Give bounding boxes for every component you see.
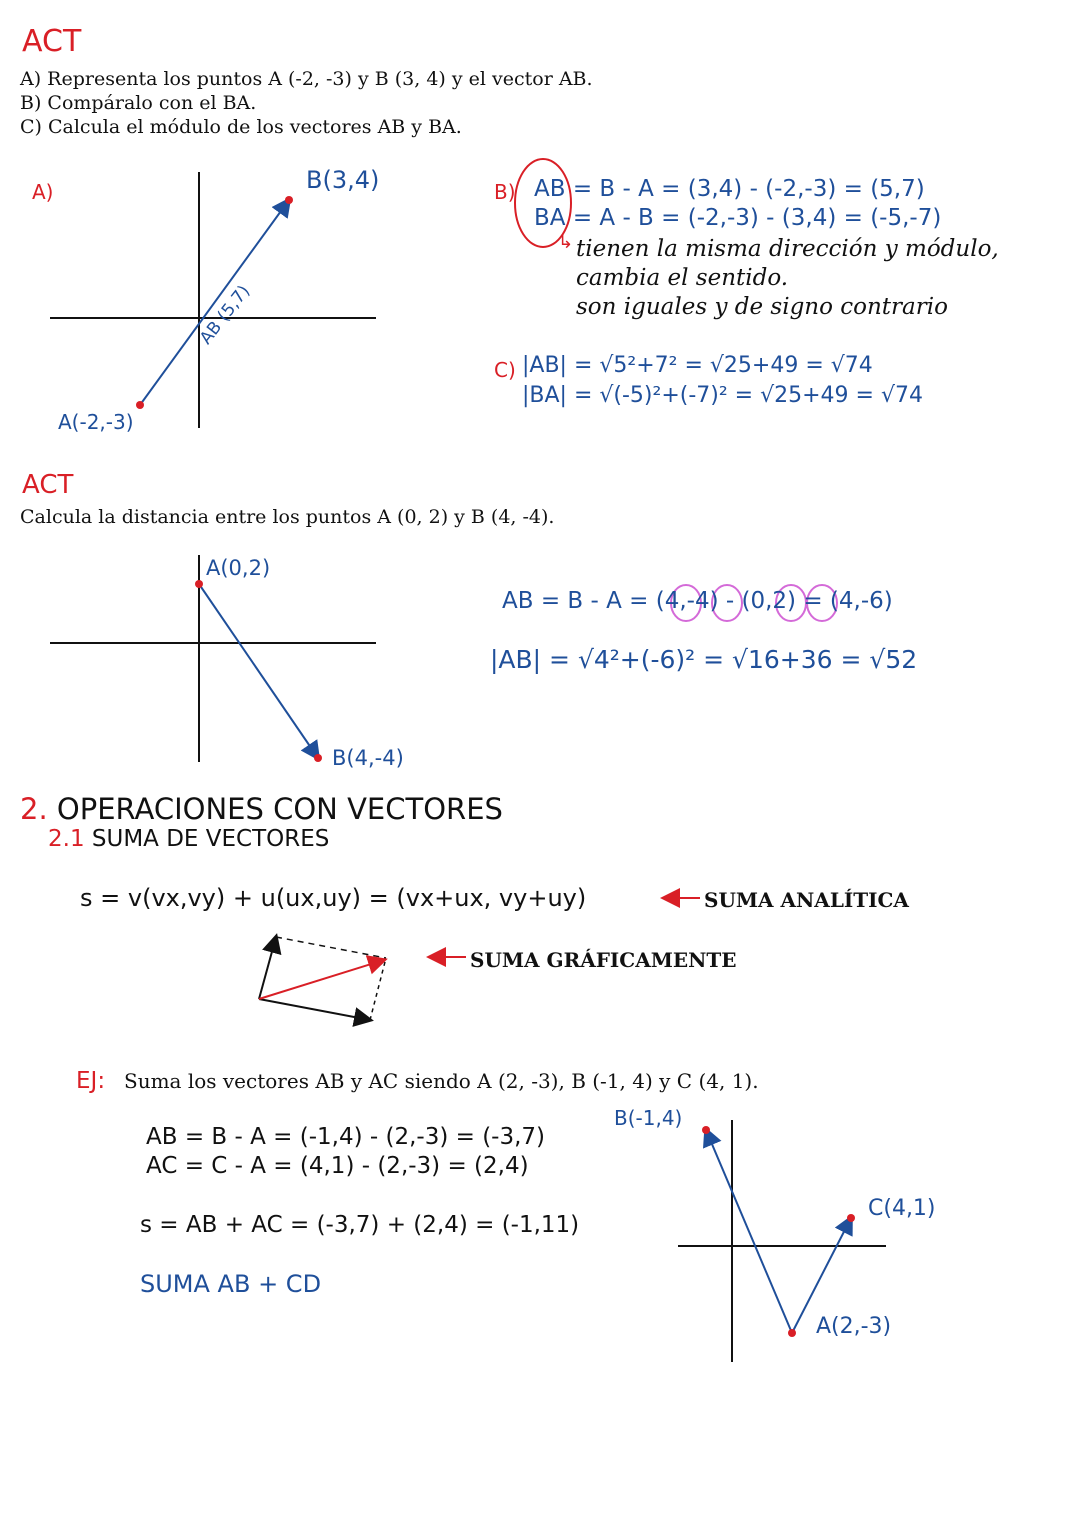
act1-note-arrow: ↳ [558,232,574,253]
act2-vector-ab [199,584,318,758]
act1-instruction-c: C) Calcula el módulo de los vectores AB y BA. [20,116,462,138]
ej-instruction: Suma los vectores AB y AC siendo A (2, -3), B (-1, 4) y C (4, 1). [124,1069,759,1093]
parallelogram-resultant [259,960,384,999]
act1-note-3: son iguales y de signo contrario [576,294,948,320]
ej-point-b-dot [702,1126,710,1134]
parallelogram-v [259,937,276,999]
act1-part-c-label: C) [494,358,516,382]
act2-line-vector: AB = B - A = (4,-4) - (0,2) = (4,-6) [502,588,893,614]
act1-instruction-b: B) Compáralo con el BA. [20,92,257,114]
section-title: OPERACIONES CON VECTORES [56,792,503,826]
act1-point-a-label: A(-2,-3) [58,410,134,434]
subsection-title: SUMA DE VECTORES [91,826,330,852]
sum-formula: s = v(vx,vy) + u(ux,uy) = (vx+ux, vy+uy) [80,884,587,912]
act2-title: ACT [22,470,74,500]
act1-line-ab: AB = B - A = (3,4) - (-2,-3) = (5,7) [534,176,925,202]
ej-line-ab: AB = B - A = (-1,4) - (2,-3) = (-3,7) [146,1124,546,1150]
parallelogram-dash-right [370,958,386,1020]
act1-vector-label: AB (5,7) [196,281,255,349]
graphic-label: SUMA GRÁFICAMENTE [470,948,737,972]
act1-point-a-dot [136,401,144,409]
ej-line-s: s = AB + AC = (-3,7) + (2,4) = (-1,11) [140,1212,580,1238]
act1-note-1: tienen la misma dirección y módulo, [576,236,999,262]
act1-vector-ab [140,200,289,405]
section-number: 2. [20,792,48,826]
subsection-heading [48,826,329,852]
ej-point-a-label: A(2,-3) [816,1314,892,1339]
act1-note-2: cambia el sentido. [576,265,789,291]
ej-line-ac: AC = C - A = (4,1) - (2,-3) = (2,4) [146,1153,529,1179]
ej-point-c-label: C(4,1) [868,1196,936,1221]
ej-label: EJ: [76,1068,106,1094]
act1-point-b-dot [285,196,293,204]
act2-instruction: Calcula la distancia entre los puntos A (0, 2) y B (4, -4). [20,506,555,528]
act1-line-ba: BA = A - B = (-2,-3) - (3,4) = (-5,-7) [534,205,942,231]
act2-point-a-label: A(0,2) [206,556,271,580]
analytic-label: SUMA ANALÍTICA [704,888,909,912]
ej-vector-ab [706,1130,792,1333]
ej-point-c-dot [847,1214,855,1222]
act2-line-module: |AB| = √4²+(-6)² = √16+36 = √52 [490,645,918,674]
act1-point-b-label: B(3,4) [306,166,380,194]
act1-part-b-label: B) [494,180,516,204]
section-heading [20,792,503,826]
parallelogram-dash-top [276,937,386,958]
ej-point-b-label: B(-1,4) [614,1106,683,1130]
ej-point-a-dot [788,1329,796,1337]
act1-mod-ab: |AB| = √5²+7² = √25+49 = √74 [522,353,873,378]
parallelogram-u [259,999,370,1020]
act2-point-a-dot [195,580,203,588]
act2-point-b-dot [314,754,322,762]
act1-title: ACT [22,24,82,59]
ej-extra: SUMA AB + CD [140,1270,322,1298]
act1-part-a-label: A) [32,180,54,204]
act1-instruction-a: A) Representa los puntos A (-2, -3) y B (3, 4) y el vector AB. [20,68,593,90]
act1-mod-ba: |BA| = √(-5)²+(-7)² = √25+49 = √74 [522,383,923,408]
act2-point-b-label: B(4,-4) [332,746,404,770]
subsection-number: 2.1 [48,826,85,852]
